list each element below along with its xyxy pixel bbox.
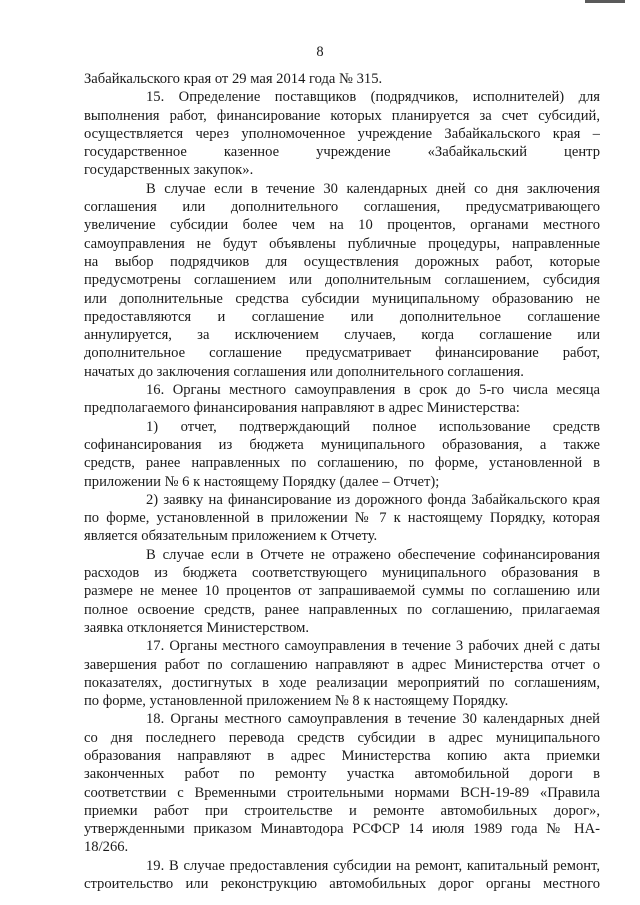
- text-line: средств, ранее направленных по соглашению, по форме, установленной в: [84, 455, 600, 472]
- text-line: приемки работ при строительстве и ремонте автомобильных дорог»,: [84, 802, 600, 819]
- text-line: расходов из бюджета соответствующего муниципального образования в: [84, 565, 600, 582]
- text-line: предоставляются и соглашение или дополнительное соглашение: [84, 308, 600, 325]
- text-line: со дня последнего перевода средств субсидии в адрес муниципального: [84, 729, 600, 746]
- text-line: 15. Определение поставщиков (подрядчиков, исполнителей) для: [146, 89, 600, 106]
- text-line: 16. Органы местного самоуправления в срок до 5-го числа месяца: [146, 382, 600, 399]
- text-line: размере не менее 10 процентов от запрашиваемой суммы по соглашению или: [84, 583, 600, 600]
- text-line: по форме, установленной приложением № 8 к настоящему Порядку.: [84, 693, 509, 710]
- text-line: 18. Органы местного самоуправления в течение 30 календарных дней: [146, 711, 600, 728]
- text-line: образования направляют в адрес Министерства копию акта приемки: [84, 747, 600, 764]
- text-line: увеличение субсидии более чем на 10 процентов, органами местного: [84, 217, 600, 234]
- text-line: 17. Органы местного самоуправления в течение 3 рабочих дней с даты: [146, 638, 600, 655]
- text-line: дополнительное соглашение предусматривает финансирование работ,: [84, 345, 600, 362]
- document-body: [84, 70, 600, 893]
- text-line: 18/266.: [84, 839, 129, 856]
- text-line: В случае если в течение 30 календарных дней со дня заключения: [146, 180, 600, 197]
- text-line: осуществляется через уполномоченное учреждение Забайкальского края –: [84, 125, 600, 142]
- text-line: показателях, достигнутых в ходе реализации мероприятий по соглашениям,: [84, 674, 600, 691]
- text-line: строительство или реконструкцию автомобильных дорог органы местного: [84, 876, 600, 893]
- text-line: заявка отклоняется Министерством.: [84, 619, 309, 636]
- text-line: 1) отчет, подтверждающий полное использование средств: [146, 418, 600, 435]
- text-line: Забайкальского края от 29 мая 2014 года № 315.: [84, 71, 383, 87]
- text-line: предусмотрены соглашением или дополнительным соглашением, субсидия: [84, 272, 600, 289]
- text-line: 2) заявку на финансирование из дорожного фонда Забайкальского края: [146, 491, 600, 508]
- text-line: на выбор подрядчиков для осуществления дорожных работ, которые: [84, 253, 600, 270]
- text-line: полное освоение средств, ранее направленных по соглашению, прилагаемая: [84, 601, 600, 618]
- text-line: начатых до заключения соглашения или дополнительного соглашения.: [84, 363, 524, 380]
- text-line: выполнения работ, финансирование которых планируется за счет субсидий,: [84, 107, 600, 124]
- text-line: предполагаемого финансирования направляют в адрес Министерства:: [84, 400, 520, 417]
- text-line: 19. В случае предоставления субсидии на ремонт, капитальный ремонт,: [146, 857, 600, 874]
- text-line: приложении № 6 к настоящему Порядку (далее – Отчет);: [84, 473, 440, 490]
- text-line: по форме, установленной в приложении № 7 к настоящему Порядку, которая: [84, 510, 600, 527]
- page-number: 8: [316, 44, 324, 60]
- text-line: или дополнительные средства субсидии муниципальному образованию не: [84, 290, 600, 307]
- text-line: соглашения или дополнительного соглашения, предусматривающего: [84, 199, 600, 216]
- text-line: В случае если в Отчете не отражено обеспечение софинансирования: [146, 546, 600, 563]
- text-line: аннулируется, за исключением случаев, когда соглашение или: [84, 327, 600, 344]
- text-line: утвержденными приказом Минавтодора РСФСР 14 июля 1989 года № НА-: [84, 821, 600, 838]
- text-line: является обязательным приложением к Отчету.: [84, 528, 378, 545]
- text-line: самоуправления не будут объявлены публичные процедуры, направленные: [84, 235, 600, 252]
- text-line: законченных работ по ремонту участка автомобильной дороги в: [84, 766, 600, 783]
- text-line: софинансирования из бюджета муниципального образования, а также: [84, 436, 600, 453]
- text-line: соответствии с Временными строительными нормами ВСН-19-89 «Правила: [84, 784, 600, 801]
- text-line: государственных закупок».: [84, 162, 254, 179]
- text-line: государственное казенное учреждение «Забайкальский центр: [84, 144, 600, 161]
- scan-edge-mark: [585, 0, 625, 3]
- text-line: завершения работ по соглашению направляют в адрес Министерства отчет о: [84, 656, 600, 673]
